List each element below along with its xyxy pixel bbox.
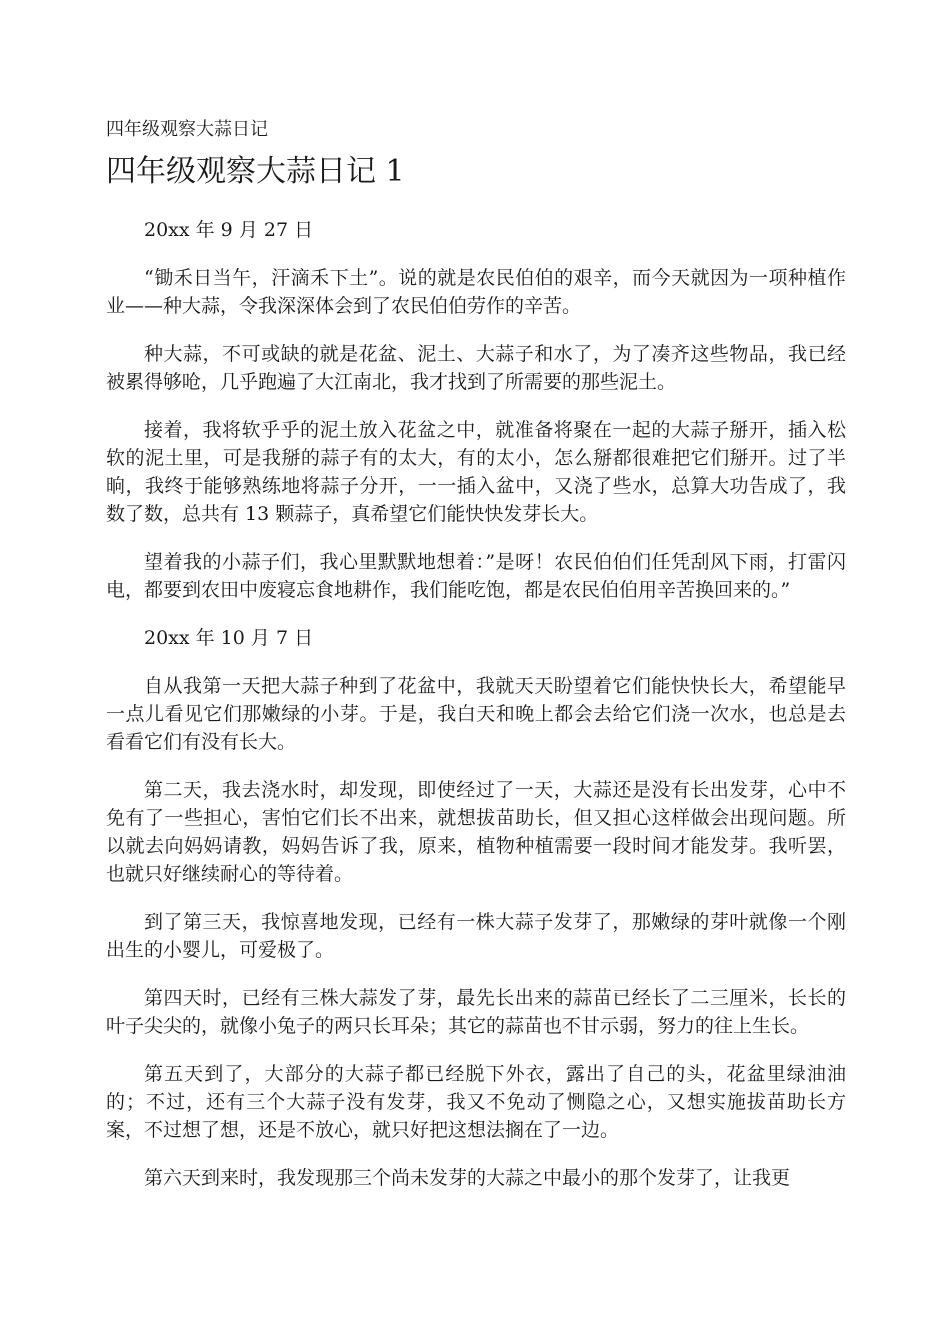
paragraph: 第五天到了，大部分的大蒜子都已经脱下外衣，露出了自己的头，花盆里绿油油的；不过，还有三个大蒜子没有发芽，我又不免动了恻隐之心，又想实施拔苗助长方案，不过想了想，还是不放心，就只好把这想法搁在了一边。 bbox=[106, 1063, 846, 1141]
paragraph: 第六天到来时，我发现那三个尚未发芽的大蒜之中最小的那个发芽了，让我更 bbox=[144, 1167, 791, 1189]
paragraph: “锄禾日当午，汗滴禾下土”。说的就是农民伯伯的艰辛，而今天就因为一项种植作业——种大蒜，令我深深体会到了农民伯伯劳作的辛苦。 bbox=[106, 267, 846, 317]
paragraph: 第二天，我去浇水时，却发现，即使经过了一天，大蒜还是没有长出发芽，心中不免有了一些担心，害怕它们长不出来，就想拔苗助长，但又担心这样做会出现问题。所以就去向妈妈请教，妈妈告诉了我，原来，植物种植需要一段时间才能发芽。我听罢，也就只好继续耐心的等待着。 bbox=[106, 779, 846, 885]
diary-date: 20xx 年 10 月 7 日 bbox=[144, 627, 314, 649]
paragraph: 到了第三天，我惊喜地发现，已经有一株大蒜子发芽了，那嫩绿的芽叶就像一个刚出生的小婴儿，可爱极了。 bbox=[106, 911, 846, 961]
paragraph: 第四天时，已经有三株大蒜发了芽，最先长出来的蒜苗已经长了二三厘米，长长的叶子尖尖的，就像小兔子的两只长耳朵；其它的蒜苗也不甘示弱，努力的往上生长。 bbox=[106, 987, 846, 1037]
paragraph: 望着我的小蒜子们，我心里默默地想着：”是呀！农民伯伯们任凭刮风下雨，打雷闪电，都要到农田中废寝忘食地耕作，我们能吃饱，都是农民伯伯用辛苦换回来的。” bbox=[106, 551, 846, 601]
document-title: 四年级观察大蒜日记 1 bbox=[106, 154, 405, 189]
diary-date: 20xx 年 9 月 27 日 bbox=[144, 219, 314, 241]
paragraph: 接着，我将软乎乎的泥土放入花盆之中，就准备将聚在一起的大蒜子掰开，插入松软的泥土里，可是我掰的蒜子有的太大，有的太小，怎么掰都很难把它们掰开。过了半晌，我终于能够熟练地将蒜子分开，一一插入盆中，又浇了些水，总算大功告成了，我数了数，总共有 13 颗蒜子，真希望它们能快快发芽长大。 bbox=[106, 419, 846, 525]
paragraph: 种大蒜，不可或缺的就是花盆、泥土、大蒜子和水了，为了凑齐这些物品，我已经被累得够呛，几乎跑遍了大江南北，我才找到了所需要的那些泥土。 bbox=[106, 343, 846, 393]
document-header: 四年级观察大蒜日记 bbox=[106, 119, 268, 140]
paragraph: 自从我第一天把大蒜子种到了花盆中，我就天天盼望着它们能快快长大，希望能早一点儿看见它们那嫩绿的小芽。于是，我白天和晚上都会去给它们浇一次水，也总是去看看它们有没有长大。 bbox=[106, 675, 846, 753]
